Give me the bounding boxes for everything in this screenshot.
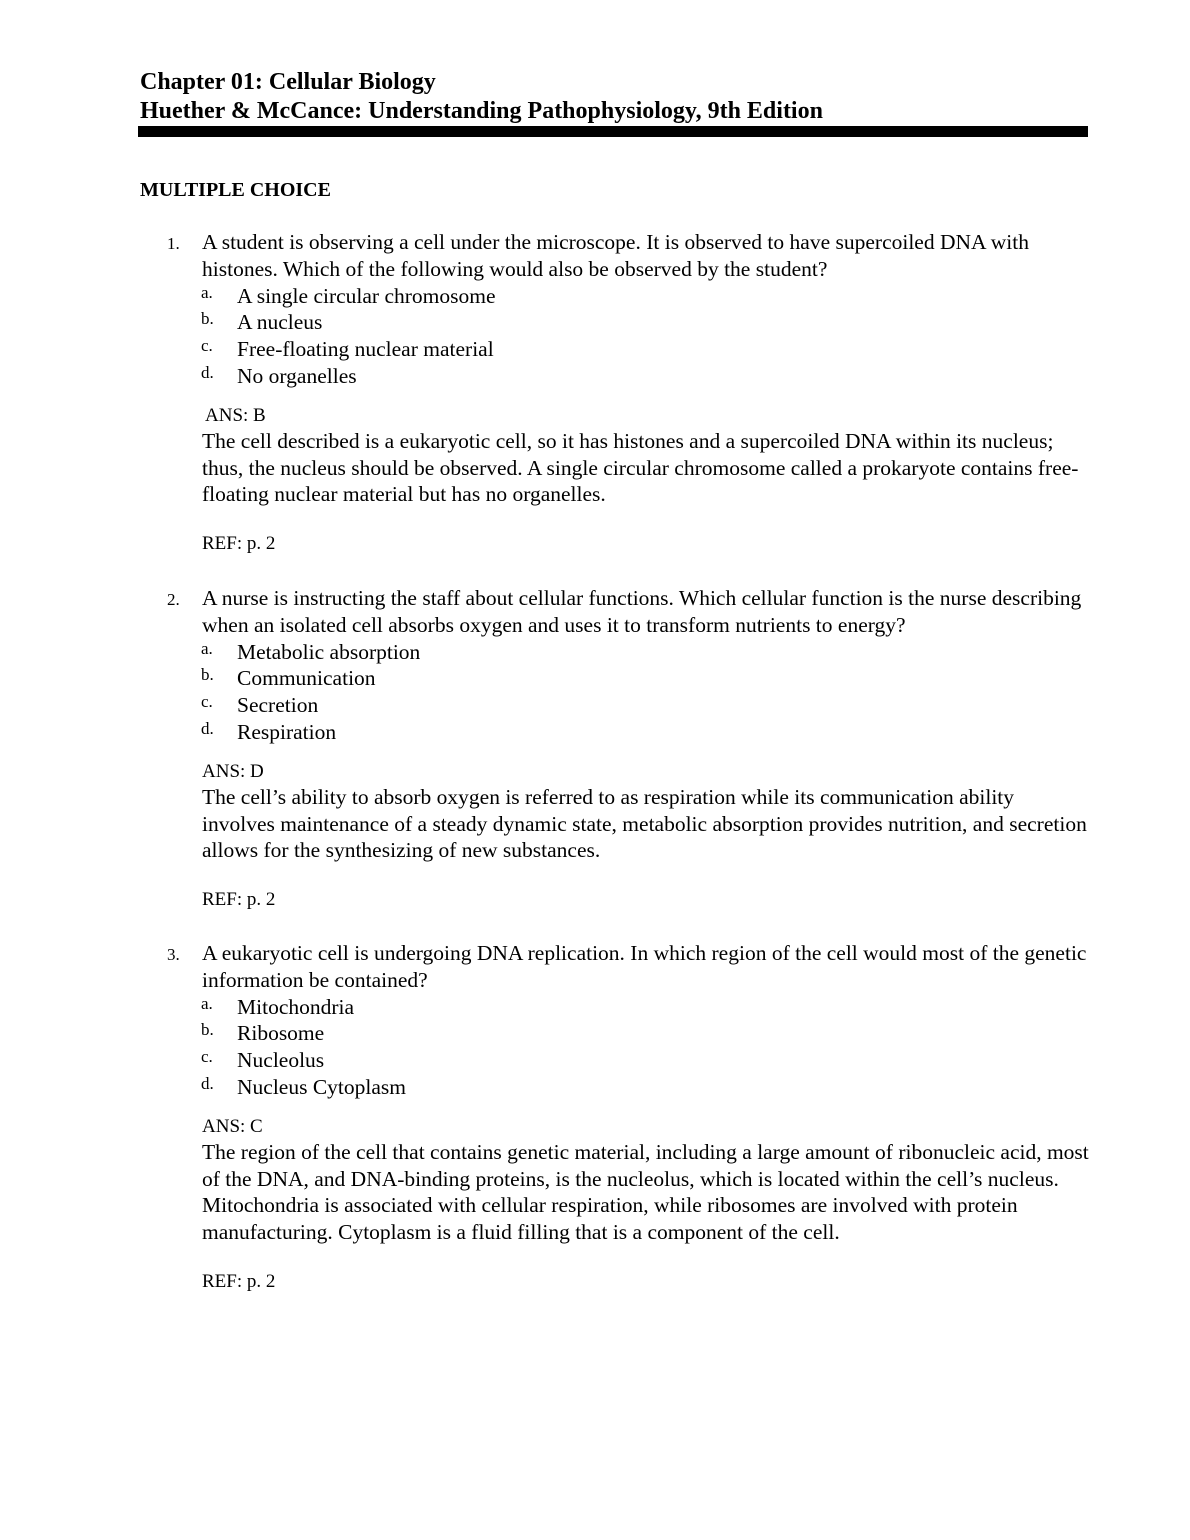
option-text: No organelles bbox=[237, 363, 357, 388]
option-letter: b. bbox=[201, 309, 214, 329]
option-a bbox=[140, 283, 1090, 310]
option-c bbox=[140, 336, 1090, 363]
option-d bbox=[140, 719, 1090, 746]
option-d bbox=[140, 1074, 1090, 1101]
option-letter: d. bbox=[201, 362, 214, 382]
option-b bbox=[140, 309, 1090, 336]
option-letter: a. bbox=[201, 282, 213, 302]
book-title: Huether & McCance: Understanding Pathophysiology, 9th Edition bbox=[140, 98, 823, 124]
answer-key: ANS: D bbox=[202, 760, 264, 782]
option-a bbox=[140, 994, 1090, 1021]
question-text: A nurse is instructing the staff about cellular functions. Which cellular function is the nurse describing when an isolated cell absorbs oxygen and uses it to transform nutrients to energy? bbox=[202, 586, 1082, 637]
question-stem bbox=[140, 940, 1090, 994]
page-reference: REF: p. 2 bbox=[202, 889, 276, 911]
rationale: The region of the cell that contains genetic material, including a large amount of ribonucleic acid, most of the DNA, and DNA-binding proteins, is the nucleolus, which is located within the cell’s nucleus. Mitochondria is associated with cellular respiration, while ribosomes are involved with protein manufacturing. Cytoplasm is a fluid filling that is a component of the cell. bbox=[202, 1139, 1089, 1245]
answer-key: ANS: C bbox=[202, 1115, 263, 1137]
option-text: Ribosome bbox=[237, 1021, 325, 1046]
question-number: 1. bbox=[167, 234, 180, 253]
option-text: Metabolic absorption bbox=[237, 639, 421, 664]
option-letter: c. bbox=[201, 336, 213, 356]
option-d bbox=[140, 363, 1090, 390]
option-letter: d. bbox=[201, 1073, 214, 1093]
option-text: Respiration bbox=[237, 719, 337, 744]
option-letter: c. bbox=[201, 692, 213, 712]
option-text: A single circular chromosome bbox=[237, 283, 496, 308]
option-b bbox=[140, 1020, 1090, 1047]
question-number: 2. bbox=[167, 590, 180, 609]
chapter-title: Chapter 01: Cellular Biology bbox=[140, 69, 436, 95]
rationale: The cell described is a eukaryotic cell, so it has histones and a supercoiled DNA within its nucleus; thus, the nucleus should be observed. A single circular chromosome called a prokaryote contains free-floating nuclear material but has no organelles. bbox=[202, 428, 1079, 507]
answer-options bbox=[140, 639, 1090, 746]
answer-options bbox=[140, 994, 1090, 1101]
option-a bbox=[140, 639, 1090, 666]
rationale: The cell’s ability to absorb oxygen is referred to as respiration while its communication ability involves maintenance of a steady dynamic state, metabolic absorption provides nutrition, and secretion allows for the synthesizing of new substances. bbox=[202, 784, 1087, 863]
option-text: Nucleus Cytoplasm bbox=[237, 1074, 406, 1099]
question-3 bbox=[140, 940, 1090, 1294]
page-reference: REF: p. 2 bbox=[202, 533, 276, 555]
option-letter: a. bbox=[201, 638, 213, 658]
option-c bbox=[140, 1047, 1090, 1074]
option-letter: c. bbox=[201, 1047, 213, 1067]
option-letter: b. bbox=[201, 1020, 214, 1040]
question-1 bbox=[140, 229, 1090, 556]
option-letter: a. bbox=[201, 993, 213, 1013]
question-number: 3. bbox=[167, 945, 180, 964]
option-text: A nucleus bbox=[237, 310, 323, 335]
option-text: Communication bbox=[237, 666, 376, 691]
question-text: A eukaryotic cell is undergoing DNA replication. In which region of the cell would most of the genetic information be contained? bbox=[202, 941, 1087, 992]
option-text: Mitochondria bbox=[237, 994, 355, 1019]
page-reference: REF: p. 2 bbox=[202, 1270, 276, 1292]
option-text: Secretion bbox=[237, 693, 319, 718]
question-text: A student is observing a cell under the microscope. It is observed to have supercoiled DNA with histones. Which of the following would also be observed by the student? bbox=[202, 230, 1029, 281]
option-text: Free-floating nuclear material bbox=[237, 337, 494, 362]
option-b bbox=[140, 665, 1090, 692]
header-rule bbox=[138, 126, 1088, 137]
answer-key: ANS: B bbox=[205, 404, 266, 426]
option-letter: d. bbox=[201, 718, 214, 738]
question-2 bbox=[140, 585, 1090, 912]
page-header bbox=[140, 68, 1088, 126]
question-stem bbox=[140, 229, 1090, 283]
option-letter: b. bbox=[201, 665, 214, 685]
question-stem bbox=[140, 585, 1090, 639]
option-c bbox=[140, 692, 1090, 719]
option-text: Nucleolus bbox=[237, 1048, 325, 1073]
answer-options bbox=[140, 283, 1090, 390]
section-title: MULTIPLE CHOICE bbox=[140, 179, 331, 201]
